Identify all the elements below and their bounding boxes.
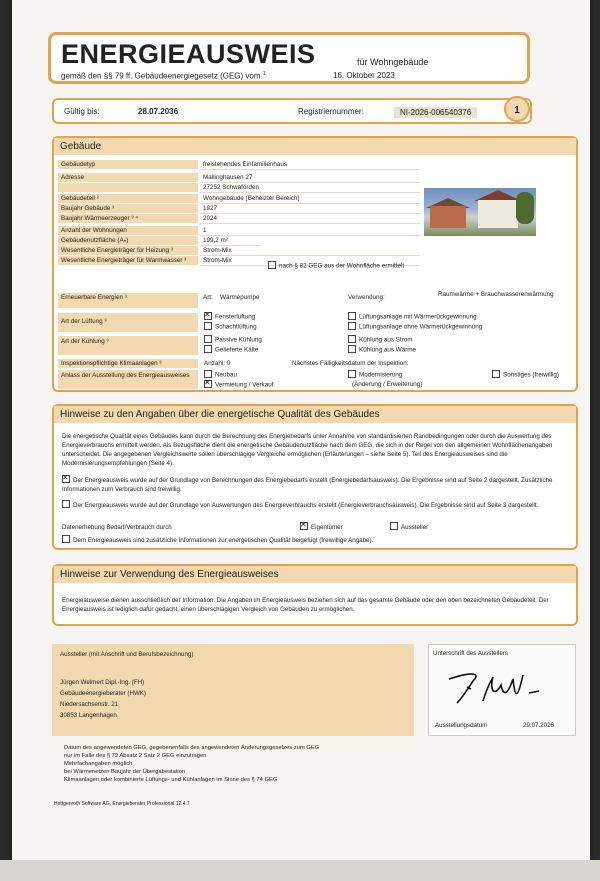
vent-without-recovery-checkbox[interactable]	[348, 322, 356, 330]
vent-with-recovery-text: Lüftungsanlage mit Wärmerückgewinnung	[359, 313, 477, 321]
issuer-label: Aussteller (mit Anschrift und Berufsbezeichnung)	[60, 651, 194, 658]
building-row	[58, 226, 418, 236]
building-row-value: Strom-Mix	[200, 256, 420, 266]
building-row-label: Gebäudeteil ²	[58, 194, 198, 204]
registration-value: NI-2026-006540376	[394, 107, 477, 118]
signature-label: Unterschrift des Ausstellers	[433, 650, 508, 657]
cool-electric-checkbox[interactable]	[348, 335, 356, 343]
reason-other-checkbox[interactable]	[492, 370, 500, 378]
option-demand	[62, 476, 568, 494]
cool-passive-checkbox[interactable]	[204, 335, 212, 343]
building-row-value: Strom-Mix	[200, 246, 420, 256]
reason-change-text: (Änderung / Erweiterung)	[352, 381, 423, 388]
usage-notes-section	[52, 564, 578, 626]
ventilation-row	[58, 313, 574, 333]
data-issuer	[390, 523, 428, 532]
renewable-art-label: Art:	[203, 294, 213, 301]
reason-rent-sale-text: Vermietung / Verkauf	[215, 381, 274, 389]
building-row	[58, 194, 418, 204]
validity-bar	[52, 98, 532, 124]
extra-info-checkbox[interactable]	[62, 535, 70, 543]
building-photo	[424, 188, 536, 236]
cool-delivered-text: Gelieferte Kälte	[215, 346, 259, 354]
issuer-line-4: 30853 Langenhagen	[60, 712, 117, 719]
building-row-value: freistehendes Einfamilienhaus	[200, 160, 420, 170]
reason-rent-sale	[204, 381, 273, 389]
issuer-line-2: Gebäudeenergieberater (HWK)	[60, 690, 146, 697]
building-row-value: 199,2 m²	[200, 236, 260, 246]
quality-notes-paragraph: Die energetische Qualität eines Gebäudes kann durch die Berechnung des Energiebedarfs unter Annahme von standardisierten Randbedingungen oder durch die Auswertung des Energieverbrauchs ermittelt werden. Als Bezugsfläche dient die energetische Gebäudenutzfläche nach dem GEG, die sich in der Regel von den allgemeinen Wohnflächenangaben unterscheidet. Die angegebenen Vergleichswerte sollen überschlägige Vergleiche ermöglichen (Erläuterungen – siehe Seite 5). Teil des Energieausweises sind die Modernisierungsempfehlungen (Seite 4).	[62, 433, 553, 467]
extra-info-text: Dem Energieausweis sind zusätzliche Informationen zur energetischen Qualität beigefügt (freiwillige Angabe).	[73, 537, 374, 544]
building-row	[58, 214, 418, 224]
law-line: gemäß den §§ 79 ff. Gebäudeenergiegesetz (GEG) vom	[61, 71, 261, 81]
reason-rent-sale-checkbox[interactable]	[204, 380, 212, 388]
renewable-label: Erneuerbare Energien ³	[58, 293, 198, 309]
renewable-art-value: Wärmepumpe	[220, 294, 260, 301]
reason-row	[58, 370, 574, 390]
usage-notes-title: Hinweise zur Verwendung des Energieausweises	[54, 566, 576, 583]
renewable-use-value: Raumwärme + Brauchwasserenwärmung	[438, 291, 554, 298]
cool-option-heat	[348, 346, 416, 354]
option-demand-checkbox[interactable]	[62, 475, 70, 483]
reason-label: Anlass der Ausstellung des Energieausweises	[58, 370, 198, 390]
building-row	[58, 204, 418, 214]
building-row-label	[58, 183, 198, 193]
building-row-label: Wesentliche Energieträger für Heizung ³	[58, 246, 198, 256]
law-reference	[61, 71, 266, 81]
ac-label: Inspektionspflichtige Klimaanlagen ³	[58, 359, 198, 369]
building-row-value: 27252 Schwaförden	[200, 183, 420, 193]
issuer-line-1: Jürgen Welmert Dipl.-Ing. (FH)	[60, 679, 145, 686]
ac-count: Anzahl: 0	[204, 360, 231, 367]
vent-window-text: Fensterlüftung	[215, 313, 256, 321]
ventilation-label: Art der Lüftung ³	[58, 313, 198, 333]
data-owner-checkbox[interactable]	[300, 522, 308, 530]
document-subtitle: für Wohngebäude	[357, 57, 429, 67]
law-date: 16. Oktober 2023	[333, 71, 395, 80]
building-row-label: Gebäudenutzfläche (Aₙ)	[58, 236, 198, 246]
vent-shaft-checkbox[interactable]	[204, 322, 212, 330]
vent-without-recovery-text: Lüftungsanlage ohne Wärmerückgewinnung	[359, 323, 483, 331]
reason-other-text: Sonstiges (freiwillig)	[503, 371, 559, 379]
issuer-line-3: Niedersachsenstr. 21	[60, 701, 119, 708]
cool-heat-text: Kühlung aus Wärme	[359, 346, 417, 354]
vent-option-with-recovery	[348, 313, 477, 321]
building-row-label: Baujahr Gebäude ³	[58, 204, 198, 214]
building-section-title: Gebäude	[54, 138, 576, 155]
building-row	[58, 246, 418, 256]
building-row-value: 1927	[200, 204, 420, 214]
law-footnote: 1	[262, 71, 266, 77]
cooling-label: Art der Kühlung ³	[58, 336, 198, 356]
registration-label: Registriernummer:	[298, 107, 364, 116]
signature-image	[443, 667, 553, 709]
cool-option-delivered	[204, 346, 258, 354]
document-title: ENERGIEAUSWEIS	[61, 39, 316, 69]
building-row	[58, 173, 418, 183]
issue-date-value: 29.07.2026	[523, 722, 554, 729]
option-consumption	[62, 501, 568, 510]
option-consumption-checkbox[interactable]	[62, 500, 70, 508]
footnote-3: Mehrfachangaben möglich	[64, 761, 133, 767]
building-row-value: 2024	[200, 214, 420, 224]
renewable-row	[58, 293, 574, 309]
footnote-4: bei Wärmenetzen Baujahr der Übergabestation	[64, 769, 186, 775]
cool-heat-checkbox[interactable]	[348, 345, 356, 353]
cool-option-passive	[204, 336, 262, 344]
reason-modernization-checkbox[interactable]	[348, 370, 356, 378]
building-row-label: Baujahr Wärmeerzeuger ³ ⁴	[58, 214, 198, 224]
building-row-label: Wesentliche Energieträger für Warmwasser ³	[58, 256, 198, 266]
cool-option-electric	[348, 336, 413, 344]
vent-option-without-recovery	[348, 323, 482, 331]
vent-with-recovery-checkbox[interactable]	[348, 312, 356, 320]
building-row-label: Gebäudetyp	[58, 160, 198, 170]
building-row-label: Adresse	[58, 173, 198, 183]
issuer-box	[52, 644, 414, 736]
area-note-text: nach § 82 GEG aus der Wohnfläche ermittelt	[279, 262, 405, 270]
option-consumption-text: Der Energieausweis wurde auf der Grundlage von Auswertungen des Energieverbrauchs erstellt (Energieverbrauchsausweis). Die Ergebnisse sind auf Seite 3 dargestellt.	[73, 502, 539, 509]
footnote-5: Klimaanlagen oder kombinierte Lüftungs- und Kühlanlagen im Sinne des § 74 GEG	[64, 777, 278, 783]
cooling-row	[58, 336, 574, 356]
footnote-2: nur im Falle des § 79 Absatz 2 Satz 2 GEG einzutragen	[64, 753, 207, 759]
vent-window-checkbox[interactable]	[204, 312, 212, 320]
vent-shaft-text: Schachtlüftung	[215, 323, 257, 331]
area-note	[268, 262, 404, 270]
building-row	[58, 236, 418, 246]
renewable-use-label: Verwendung:	[348, 294, 385, 301]
background-strip	[0, 860, 600, 881]
reason-modernization-text: Modernisierung	[359, 371, 403, 379]
reason-new-text: Neubau	[215, 371, 238, 379]
vent-option-window	[204, 313, 255, 321]
vent-option-shaft	[204, 323, 257, 331]
quality-notes-section	[52, 404, 578, 550]
building-section	[52, 136, 578, 392]
building-row-value: Mallinghausen 27	[200, 173, 420, 183]
software-credit: Hottgenroth Software AG, Energieberater Professional 12.4.7	[54, 801, 190, 807]
building-row	[58, 183, 418, 193]
quality-notes-title: Hinweise zu den Angaben über die energetische Qualität des Gebäudes	[54, 406, 576, 423]
cool-delivered-checkbox[interactable]	[204, 345, 212, 353]
issue-date-label: Ausstellungsdatum	[435, 722, 488, 729]
page-number-badge: 1	[504, 96, 530, 122]
ac-next-inspection: Nächstes Fälligkeitsdatum der Inspektion:	[292, 360, 409, 367]
extra-info	[62, 536, 568, 545]
valid-until-value: 28.07.2036	[138, 107, 179, 116]
option-demand-text: Der Energieausweis wurde auf der Grundlage von Berechnungen des Energiebedarfs erstellt (Energiebedarfsausweis). Die Ergebnisse sind auf Seite 2 dargestellt. Zusätzliche Informationen zum Verbrauch sind freiwillig.	[62, 477, 553, 493]
ac-row	[58, 359, 574, 369]
data-collection-label: Datenerhebung Bedarf/Verbrauch durch	[62, 524, 172, 531]
cool-passive-text: Passive Kühlung	[215, 336, 262, 344]
building-row-value: 1	[200, 226, 420, 236]
building-row	[58, 160, 418, 170]
footnote-1: Datum des angewendeten GEG, gegebenenfalls des angewendeten Änderungsgesetzes zum GEG	[64, 745, 320, 751]
cool-electric-text: Kühlung aus Strom	[359, 336, 413, 344]
data-owner-text: Eigentümer	[311, 524, 343, 531]
reason-other	[492, 371, 559, 379]
signature-box	[428, 644, 576, 736]
usage-notes-paragraph: Energieausweise dienen ausschließlich der Information. Die Angaben im Energieausweis beziehen sich auf das gesamte Gebäude oder den oben bezeichneten Gebäudeteil. Der Energieausweis ist lediglich dafür gedacht, einen überschlägigen Vergleich von Gebäuden zu ermöglichen.	[62, 597, 549, 613]
building-row-label: Anzahl der Wohnungen	[58, 226, 198, 236]
title-box	[48, 32, 530, 84]
building-row-value: Wohngebäude (Beheizter Bereich)	[200, 194, 420, 204]
data-owner	[300, 523, 343, 532]
valid-until-label: Gültig bis:	[64, 107, 100, 116]
area-note-checkbox[interactable]	[268, 261, 276, 269]
data-issuer-checkbox[interactable]	[390, 522, 398, 530]
reason-modernization	[348, 371, 402, 379]
reason-new-checkbox[interactable]	[204, 370, 212, 378]
data-issuer-text: Aussteller	[401, 524, 429, 531]
